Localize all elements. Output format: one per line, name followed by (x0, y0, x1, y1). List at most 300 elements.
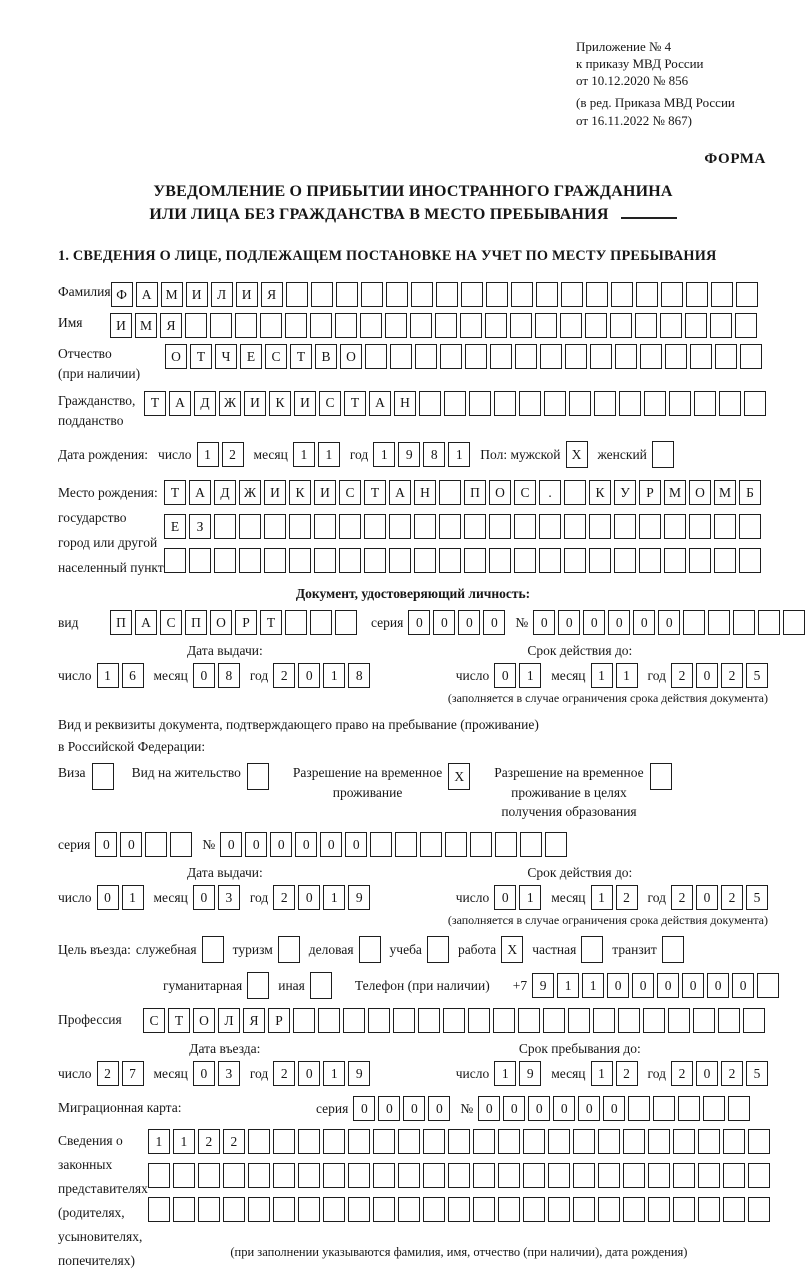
char-box (423, 1197, 445, 1222)
char-box: 1 (197, 442, 219, 467)
permit-issue-year-boxes (273, 885, 370, 910)
char-box (373, 1129, 395, 1154)
char-box (198, 1197, 220, 1222)
entry-dates-block (58, 1041, 768, 1086)
char-box (515, 344, 537, 369)
char-box (715, 344, 737, 369)
char-box (518, 1008, 540, 1033)
char-box: Р (639, 480, 661, 505)
purpose-work-checkbox (501, 936, 523, 963)
char-box: 1 (97, 663, 119, 688)
birth-place-row3-boxes (164, 548, 761, 573)
char-box: Т (290, 344, 312, 369)
permit-valid-day-label: число (455, 889, 490, 905)
char-box (440, 344, 462, 369)
char-box (589, 548, 611, 573)
char-box (598, 1197, 620, 1222)
field-patronymic (58, 344, 768, 385)
char-box: 1 (323, 663, 345, 688)
doc-valid-year-label: год (647, 667, 666, 683)
char-box: 2 (671, 663, 693, 688)
char-box: С (339, 480, 361, 505)
char-box (310, 610, 332, 635)
char-box: Л (218, 1008, 240, 1033)
char-box (619, 391, 641, 416)
char-box: 8 (218, 663, 240, 688)
patronymic-label-line2: (при наличии) (58, 366, 141, 382)
form-label: ФОРМА (704, 150, 766, 167)
char-box (693, 1008, 715, 1033)
char-box (411, 282, 433, 307)
char-box (714, 548, 736, 573)
char-box: 0 (298, 885, 320, 910)
doc-issue-year-label: год (249, 667, 269, 683)
char-box: 0 (696, 885, 718, 910)
char-box: Т (164, 480, 186, 505)
char-box (662, 936, 684, 963)
char-box: 1 (616, 663, 638, 688)
char-box: 2 (223, 1129, 245, 1154)
char-box (614, 514, 636, 539)
phone-prefix: +7 (512, 977, 528, 993)
char-box (427, 936, 449, 963)
char-box (170, 832, 192, 857)
char-box: Т (190, 344, 212, 369)
char-box: 9 (398, 442, 420, 467)
stay-until-heading: Срок пребывания до: (518, 1041, 641, 1057)
doc-number-label: № (515, 614, 529, 630)
name-boxes (110, 313, 757, 338)
char-box (735, 313, 757, 338)
char-box (628, 1096, 650, 1121)
char-box: О (210, 610, 232, 635)
char-box (214, 548, 236, 573)
permit-series-label: серия (58, 836, 91, 852)
char-box (335, 313, 357, 338)
char-box: О (489, 480, 511, 505)
doc-valid-date (392, 643, 768, 688)
char-box (373, 1163, 395, 1188)
char-box (640, 344, 662, 369)
char-box (510, 313, 532, 338)
char-box (748, 1197, 770, 1222)
char-box (593, 1008, 615, 1033)
char-box (514, 548, 536, 573)
char-box: 1 (323, 1061, 345, 1086)
char-box (748, 1163, 770, 1188)
entry-month-boxes (193, 1061, 240, 1086)
char-box (757, 973, 779, 998)
char-box (311, 282, 333, 307)
appendix-line: от 16.11.2022 № 867) (576, 112, 693, 128)
char-box (545, 832, 567, 857)
phone-boxes (532, 973, 779, 998)
char-box (289, 548, 311, 573)
char-box (673, 1163, 695, 1188)
residence-doc-line2: в Российской Федерации: (58, 738, 206, 754)
birth-month-boxes (293, 442, 340, 467)
edu-permit-label-line3: получения образования (501, 804, 637, 820)
doc-valid-heading: Срок действия до: (527, 643, 633, 659)
stay-day-label: число (455, 1065, 490, 1081)
doc-issue-month-label: месяц (153, 667, 188, 683)
char-box: 0 (295, 832, 317, 857)
char-box: О (689, 480, 711, 505)
patronymic-label-line1: Отчество (58, 346, 112, 362)
char-box (323, 1163, 345, 1188)
char-box: 2 (273, 663, 295, 688)
migration-card-label: Миграционная карта: (58, 1100, 182, 1116)
char-box: Л (211, 282, 233, 307)
birth-place-label-line4: населенный пункт (58, 560, 164, 576)
char-box (590, 344, 612, 369)
char-box: 0 (478, 1096, 500, 1121)
char-box (493, 1008, 515, 1033)
char-box: Т (344, 391, 366, 416)
char-box (439, 480, 461, 505)
char-box (523, 1197, 545, 1222)
doc-issue-day-boxes (97, 663, 144, 688)
permit-issue-year-label: год (249, 889, 269, 905)
char-box (548, 1129, 570, 1154)
char-box: Е (164, 514, 186, 539)
char-box (285, 313, 307, 338)
residence-doc-text (58, 714, 768, 757)
char-box: И (314, 480, 336, 505)
purpose-other-checkbox (310, 972, 332, 999)
field-doc-kind (58, 610, 768, 635)
profession-label: Профессия (58, 1012, 122, 1028)
char-box (444, 391, 466, 416)
char-box (360, 313, 382, 338)
doc-issue-year-boxes (273, 663, 370, 688)
profession-boxes (143, 1008, 765, 1033)
doc-series-boxes (408, 610, 505, 635)
sex-male-checkbox (566, 441, 588, 468)
appendix-line: Приложение № 4 (576, 39, 672, 54)
char-box (690, 344, 712, 369)
char-box: 0 (658, 610, 680, 635)
char-box: 3 (218, 885, 240, 910)
char-box (514, 514, 536, 539)
char-box (498, 1129, 520, 1154)
char-box (573, 1163, 595, 1188)
char-box: 1 (582, 973, 604, 998)
char-box (648, 1129, 670, 1154)
char-box: 1 (293, 442, 315, 467)
purpose-humanitarian-label: гуманитарная (163, 977, 243, 993)
char-box: 0 (245, 832, 267, 857)
char-box (648, 1197, 670, 1222)
char-box (689, 514, 711, 539)
permit-issue-day-boxes (97, 885, 144, 910)
char-box: 0 (193, 1061, 215, 1086)
purpose-label: Цель въезда: (58, 941, 131, 957)
char-box: Р (235, 610, 257, 635)
char-box (469, 391, 491, 416)
citizenship-label-line1: Гражданство, (58, 392, 136, 408)
char-box: X (448, 763, 470, 790)
residence-doc-line1: Вид и реквизиты документа, подтверждающего право на пребывание (проживание) (58, 717, 539, 733)
char-box: К (589, 480, 611, 505)
char-box (623, 1129, 645, 1154)
birth-year-label: год (349, 446, 369, 462)
char-box (711, 282, 733, 307)
char-box: 0 (583, 610, 605, 635)
char-box (468, 1008, 490, 1033)
field-birth-place (58, 480, 768, 580)
entry-day-label: число (58, 1065, 92, 1081)
char-box: С (319, 391, 341, 416)
char-box: 1 (173, 1129, 195, 1154)
char-box (393, 1008, 415, 1033)
char-box (235, 313, 257, 338)
surname-label: Фамилия (58, 284, 111, 300)
char-box (386, 282, 408, 307)
char-box (614, 548, 636, 573)
patronymic-boxes (165, 344, 762, 369)
form-title-line2-text: ИЛИ ЛИЦА БЕЗ ГРАЖДАНСТВА В МЕСТО ПРЕБЫВАНИЯ (149, 205, 609, 223)
char-box: 9 (532, 973, 554, 998)
char-box (373, 1197, 395, 1222)
purpose-tourism-checkbox (278, 936, 300, 963)
char-box (398, 1197, 420, 1222)
char-box: В (315, 344, 337, 369)
char-box (314, 548, 336, 573)
char-box: 0 (494, 663, 516, 688)
char-box: 2 (97, 1061, 119, 1086)
char-box: А (136, 282, 158, 307)
char-box: 2 (671, 885, 693, 910)
char-box (435, 313, 457, 338)
char-box (264, 514, 286, 539)
char-box: Ж (219, 391, 241, 416)
char-box (615, 344, 637, 369)
birth-place-label-line3: город или другой (58, 535, 158, 551)
permit-dates-block (58, 865, 768, 910)
char-box: 0 (120, 832, 142, 857)
residence-permit-options (58, 763, 768, 822)
representatives-label-line2: законных (58, 1157, 113, 1173)
char-box: 2 (721, 1061, 743, 1086)
edu-permit-label (494, 763, 643, 822)
doc-valid-day-boxes (494, 663, 541, 688)
char-box (698, 1163, 720, 1188)
char-box (664, 548, 686, 573)
purpose-other-label: иная (278, 977, 305, 993)
char-box (464, 514, 486, 539)
doc-valid-day-label: число (455, 667, 490, 683)
char-box: 2 (721, 663, 743, 688)
edu-permit-label-line2: проживание в целях (511, 784, 627, 800)
char-box: М (135, 313, 157, 338)
char-box (410, 313, 432, 338)
permit-valid-month-label: месяц (551, 889, 586, 905)
char-box (661, 282, 683, 307)
title-blank-line (621, 217, 677, 219)
char-box (758, 610, 780, 635)
char-box (286, 282, 308, 307)
char-box (464, 548, 486, 573)
char-box (473, 1129, 495, 1154)
char-box (364, 514, 386, 539)
char-box (494, 391, 516, 416)
temp-permit-label-line2: проживание (332, 784, 403, 800)
char-box (239, 548, 261, 573)
char-box: К (289, 480, 311, 505)
edu-permit-label-line1: Разрешение на временное (494, 765, 644, 781)
char-box: 0 (657, 973, 679, 998)
char-box: А (135, 610, 157, 635)
char-box (636, 282, 658, 307)
residence-permit-label: Вид на жительство (131, 765, 241, 781)
char-box: С (160, 610, 182, 635)
temp-permit-checkbox (448, 763, 470, 790)
char-box (273, 1129, 295, 1154)
char-box (710, 313, 732, 338)
char-box (586, 282, 608, 307)
char-box: 9 (519, 1061, 541, 1086)
char-box: 0 (320, 832, 342, 857)
form-title (58, 180, 768, 226)
char-box (202, 936, 224, 963)
char-box: 1 (591, 663, 613, 688)
char-box: 1 (591, 1061, 613, 1086)
char-box: 0 (707, 973, 729, 998)
char-box (511, 282, 533, 307)
char-box (398, 1129, 420, 1154)
char-box (685, 313, 707, 338)
char-box: Ж (239, 480, 261, 505)
char-box (486, 282, 508, 307)
char-box (564, 548, 586, 573)
char-box (714, 514, 736, 539)
char-box (448, 1163, 470, 1188)
char-box: 5 (746, 663, 768, 688)
char-box: 1 (148, 1129, 170, 1154)
char-box (489, 548, 511, 573)
entry-date-heading: Дата въезда: (189, 1041, 261, 1057)
char-box (439, 548, 461, 573)
char-box: 2 (616, 885, 638, 910)
char-box (548, 1197, 570, 1222)
char-box (348, 1197, 370, 1222)
char-box (336, 282, 358, 307)
permit-valid-day-boxes (494, 885, 541, 910)
char-box: П (110, 610, 132, 635)
char-box (323, 1197, 345, 1222)
char-box (278, 936, 300, 963)
doc-valid-month-label: месяц (551, 667, 586, 683)
char-box (561, 282, 583, 307)
char-box (668, 1008, 690, 1033)
char-box: И (236, 282, 258, 307)
appendix-reference (576, 38, 768, 129)
char-box (543, 1008, 565, 1033)
char-box (635, 313, 657, 338)
char-box (398, 1163, 420, 1188)
permit-issue-heading: Дата выдачи: (186, 865, 263, 881)
temp-permit-label (293, 763, 442, 802)
char-box (298, 1129, 320, 1154)
char-box: Б (739, 480, 761, 505)
char-box (318, 1008, 340, 1033)
permit-valid-date (392, 865, 768, 910)
identity-doc-heading: Документ, удостоверяющий личность: (295, 586, 531, 602)
char-box: Ч (215, 344, 237, 369)
char-box (744, 391, 766, 416)
char-box (343, 1008, 365, 1033)
char-box (339, 514, 361, 539)
char-box (423, 1129, 445, 1154)
char-box (611, 282, 633, 307)
char-box: Я (261, 282, 283, 307)
sex-female-label: женский (597, 446, 647, 462)
doc-issue-heading: Дата выдачи: (186, 643, 263, 659)
char-box (718, 1008, 740, 1033)
representatives-note: (при заполнении указываются фамилия, имя, отчество (при наличии), дата рождения) (230, 1245, 688, 1260)
char-box (698, 1197, 720, 1222)
char-box: Ф (111, 282, 133, 307)
char-box (589, 514, 611, 539)
char-box (389, 548, 411, 573)
char-box (485, 313, 507, 338)
char-box: Я (243, 1008, 265, 1033)
char-box (723, 1129, 745, 1154)
char-box: З (189, 514, 211, 539)
char-box (733, 610, 755, 635)
char-box: 1 (373, 442, 395, 467)
char-box: 2 (721, 885, 743, 910)
char-box (643, 1008, 665, 1033)
char-box (148, 1163, 170, 1188)
field-representatives (58, 1129, 768, 1273)
char-box: 2 (222, 442, 244, 467)
char-box: 2 (671, 1061, 693, 1086)
char-box: 2 (198, 1129, 220, 1154)
char-box: 0 (428, 1096, 450, 1121)
char-box: М (714, 480, 736, 505)
char-box: 0 (528, 1096, 550, 1121)
purpose-transit-checkbox (662, 936, 684, 963)
form-title-line2 (58, 203, 768, 226)
char-box: 0 (95, 832, 117, 857)
char-box (648, 1163, 670, 1188)
char-box (370, 832, 392, 857)
char-box (389, 514, 411, 539)
birth-place-row1-boxes (164, 480, 761, 505)
char-box (650, 763, 672, 790)
char-box: А (389, 480, 411, 505)
char-box (198, 1163, 220, 1188)
visa-label: Виза (58, 765, 86, 781)
char-box (610, 313, 632, 338)
char-box: 9 (348, 1061, 370, 1086)
char-box: 0 (433, 610, 455, 635)
char-box (573, 1129, 595, 1154)
char-box (560, 313, 582, 338)
char-box (92, 763, 114, 790)
doc-series-label: серия (371, 614, 404, 630)
char-box: И (294, 391, 316, 416)
char-box (490, 344, 512, 369)
char-box (723, 1163, 745, 1188)
char-box: . (539, 480, 561, 505)
representatives-label-line4: (родителях, (58, 1205, 125, 1221)
char-box (298, 1197, 320, 1222)
phone-label: Телефон (при наличии) (354, 977, 490, 993)
char-box (460, 313, 482, 338)
